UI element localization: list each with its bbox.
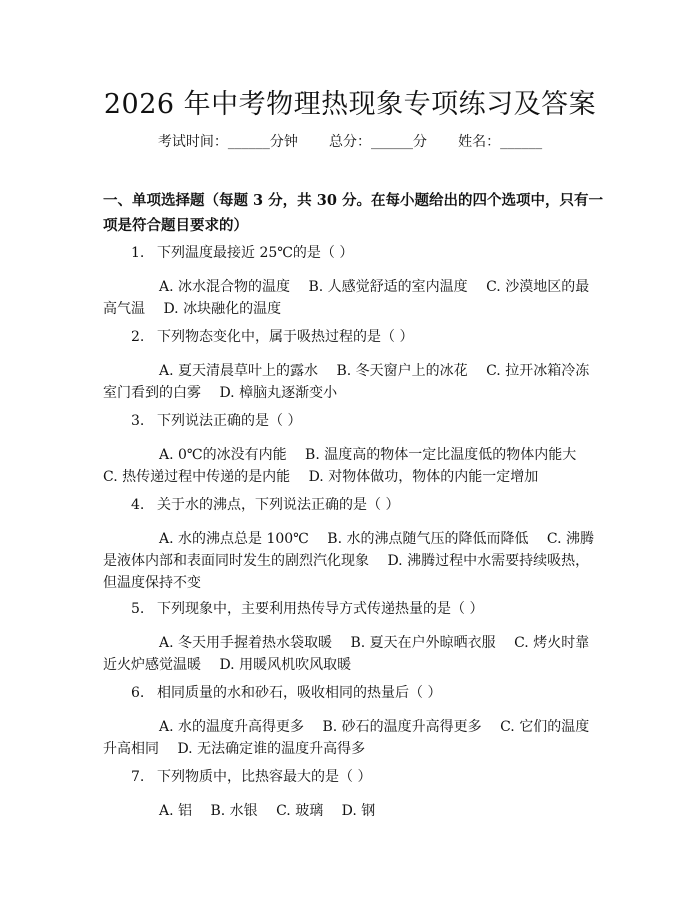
question-text: 下列说法正确的是（ ）	[157, 413, 302, 429]
question-number: 6.	[131, 685, 145, 701]
question-number: 2.	[131, 329, 145, 345]
question-text: 关于水的沸点，下列说法正确的是（ ）	[157, 497, 400, 513]
question-options: A. 冬天用手握着热水袋取暖 B. 夏天在户外晾晒衣服 C. 烤火时靠近火炉感觉温暖 D. 用暖风机吹风取暖	[103, 635, 590, 673]
student-name-field: 姓名：______	[458, 134, 543, 150]
exam-time-field: 考试时间：______分钟	[157, 134, 298, 150]
question-number: 4.	[131, 497, 145, 513]
question-item	[103, 326, 603, 404]
question-stem	[103, 766, 603, 788]
question-text: 下列现象中，主要利用热传导方式传递热量的是（ ）	[157, 601, 484, 617]
question-number: 1.	[131, 245, 145, 261]
question-stem	[103, 242, 603, 264]
question-text: 下列物态变化中，属于吸热过程的是（ ）	[157, 329, 414, 345]
exam-meta	[0, 131, 700, 151]
question-stem	[103, 410, 603, 432]
question-stem	[103, 326, 603, 348]
question-item	[103, 682, 603, 760]
question-item	[103, 242, 603, 320]
total-score-field: 总分：______分	[329, 134, 427, 150]
question-stem	[103, 598, 603, 620]
section-heading: 一、单项选择题（每题 3 分，共 30 分。在每小题给出的四个选项中，只有一项是符合题目要求的）	[103, 192, 603, 234]
question-options: A. 0℃的冰没有内能 B. 温度高的物体一定比温度低的物体内能大 C. 热传递过程中传递的是内能 D. 对物体做功，物体的内能一定增加	[103, 447, 595, 485]
question-text: 下列物质中，比热容最大的是（ ）	[157, 769, 372, 785]
question-item	[103, 766, 603, 822]
question-options: A. 水的沸点总是 100℃ B. 水的沸点随气压的降低而降低 C. 沸腾是液体内部和表面同时发生的剧烈汽化现象 D. 沸腾过程中水需要持续吸热，但温度保持不变	[103, 531, 595, 591]
question-item	[103, 410, 603, 488]
question-item	[103, 494, 603, 594]
question-text: 下列温度最接近 25℃的是（ ）	[157, 245, 354, 261]
question-number: 7.	[131, 769, 145, 785]
question-stem	[103, 682, 603, 704]
question-number: 5.	[131, 601, 145, 617]
page-title: 2026 年中考物理热现象专项练习及答案	[103, 89, 597, 120]
question-item	[103, 598, 603, 676]
question-text: 相同质量的水和砂石，吸收相同的热量后（ ）	[157, 685, 442, 701]
question-number: 3.	[131, 413, 145, 429]
question-options: A. 夏天清晨草叶上的露水 B. 冬天窗户上的冰花 C. 拉开冰箱冷冻室门看到的白雾 D. 樟脑丸逐渐变小	[103, 363, 590, 401]
question-options: A. 冰水混合物的温度 B. 人感觉舒适的室内温度 C. 沙漠地区的最高气温 D. 冰块融化的温度	[103, 279, 590, 317]
question-options: A. 水的温度升高得更多 B. 砂石的温度升高得更多 C. 它们的温度升高相同 D. 无法确定谁的温度升高得多	[103, 719, 590, 757]
question-options: A. 铝 B. 水银 C. 玻璃 D. 钢	[159, 803, 376, 819]
question-stem	[103, 494, 603, 516]
